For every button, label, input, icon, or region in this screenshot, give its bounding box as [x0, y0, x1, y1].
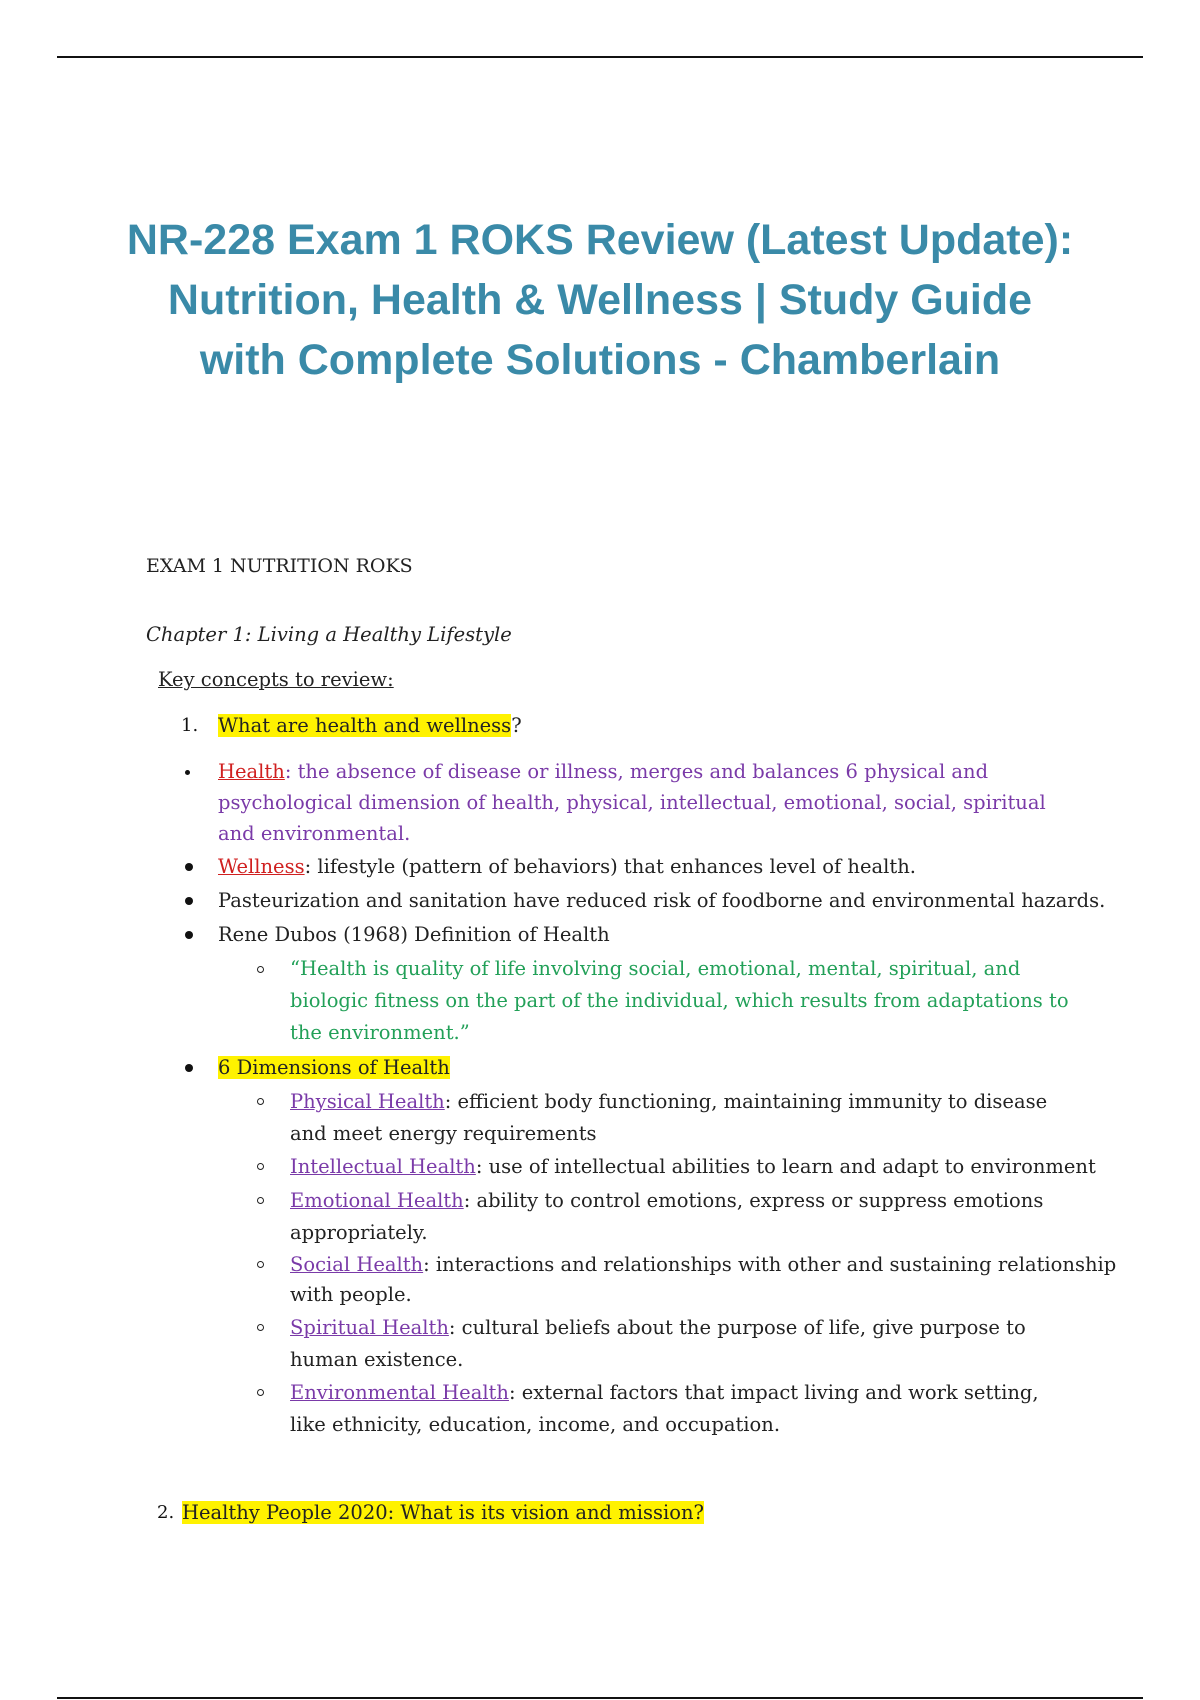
physical-def-1: : efficient body functioning, maintaining immunity to disease — [444, 1090, 1048, 1113]
question-1-number: 1. — [181, 715, 199, 736]
sub-bullet — [257, 1261, 264, 1268]
wellness-line — [218, 851, 916, 883]
sub-bullet — [257, 966, 264, 973]
health-line-3: and environmental. — [218, 822, 411, 845]
quote-line-2: biologic fitness on the part of the individual, which results from adaptations to — [290, 989, 1069, 1012]
environmental-term: Environmental Health — [290, 1381, 509, 1404]
health-line-1 — [218, 756, 988, 788]
physical-term: Physical Health — [290, 1090, 445, 1113]
sub-bullet — [257, 1163, 264, 1170]
document-title — [0, 210, 1200, 390]
health-def-1: : the absence of disease or illness, merges and balances 6 physical and — [284, 760, 989, 783]
dimensions-heading — [218, 1052, 450, 1084]
key-concepts-heading: Key concepts to review: — [158, 668, 394, 691]
wellness-def: : lifestyle (pattern of behaviors) that enhances level of health. — [304, 855, 916, 878]
quote-line-1: “Health is quality of life involving social, emotional, mental, spiritual, and — [290, 957, 1021, 980]
sub-bullet — [257, 1197, 264, 1204]
intellectual-def-1: : use of intellectual abilities to learn and adapt to environment — [475, 1155, 1096, 1178]
physical-line-1 — [290, 1086, 1047, 1118]
chapter-title: Chapter 1: Living a Healthy Lifestyle — [146, 623, 512, 646]
emotional-line-2: appropriately. — [290, 1221, 428, 1244]
sub-bullet — [257, 1324, 264, 1331]
dimensions-heading-text: 6 Dimensions of Health — [218, 1056, 450, 1079]
section-heading: EXAM 1 NUTRITION ROKS — [146, 555, 413, 577]
health-line-2: psychological dimension of health, physical, intellectual, emotional, social, spiritual — [218, 791, 1046, 814]
intellectual-line-1 — [290, 1151, 1096, 1183]
spiritual-line-1 — [290, 1312, 1026, 1344]
bullet — [185, 1064, 193, 1072]
social-line-2: with people. — [290, 1283, 412, 1306]
question-2-number: 2. — [157, 1502, 175, 1523]
bottom-rule — [57, 1697, 1143, 1699]
title-line-1: NR-228 Exam 1 ROKS Review (Latest Update): — [126, 216, 1074, 264]
quote-line-3: the environment.” — [290, 1021, 470, 1044]
social-line-1 — [290, 1249, 1116, 1281]
emotional-line-1 — [290, 1185, 1043, 1217]
social-term: Social Health — [290, 1253, 424, 1276]
environmental-def-1: : external factors that impact living and work setting, — [508, 1381, 1039, 1404]
emotional-def-1: : ability to control emotions, express or suppress emotions — [463, 1189, 1044, 1212]
bullet — [185, 931, 193, 939]
environmental-line-1 — [290, 1377, 1039, 1409]
social-def-1: : interactions and relationships with other and sustaining relationship — [423, 1253, 1117, 1276]
question-2 — [182, 1497, 704, 1529]
question-1-text: What are health and wellness — [218, 714, 512, 737]
question-1-mark: ? — [511, 714, 522, 737]
question-1 — [218, 710, 522, 742]
title-line-3: with Complete Solutions - Chamberlain — [199, 336, 1001, 384]
bullet — [185, 863, 193, 871]
spiritual-term: Spiritual Health — [290, 1316, 449, 1339]
bullet — [185, 897, 193, 905]
spiritual-def-1: : cultural beliefs about the purpose of life, give purpose to — [448, 1316, 1026, 1339]
intellectual-term: Intellectual Health — [290, 1155, 476, 1178]
wellness-term: Wellness — [218, 855, 305, 878]
sub-bullet — [257, 1389, 264, 1396]
spiritual-line-2: human existence. — [290, 1348, 464, 1371]
emotional-term: Emotional Health — [290, 1189, 464, 1212]
environmental-line-2: like ethnicity, education, income, and occupation. — [290, 1413, 781, 1436]
health-term: Health — [218, 760, 285, 783]
pasteurization-line: Pasteurization and sanitation have reduced risk of foodborne and environmental hazards. — [218, 889, 1106, 912]
title-line-2: Nutrition, Health & Wellness | Study Guide — [167, 276, 1033, 324]
dubos-line: Rene Dubos (1968) Definition of Health — [218, 923, 610, 946]
bullet-small — [185, 770, 190, 775]
sub-bullet — [257, 1098, 264, 1105]
top-rule — [57, 56, 1143, 58]
question-2-text: Healthy People 2020: What is its vision and mission? — [182, 1501, 704, 1524]
physical-line-2: and meet energy requirements — [290, 1122, 597, 1145]
